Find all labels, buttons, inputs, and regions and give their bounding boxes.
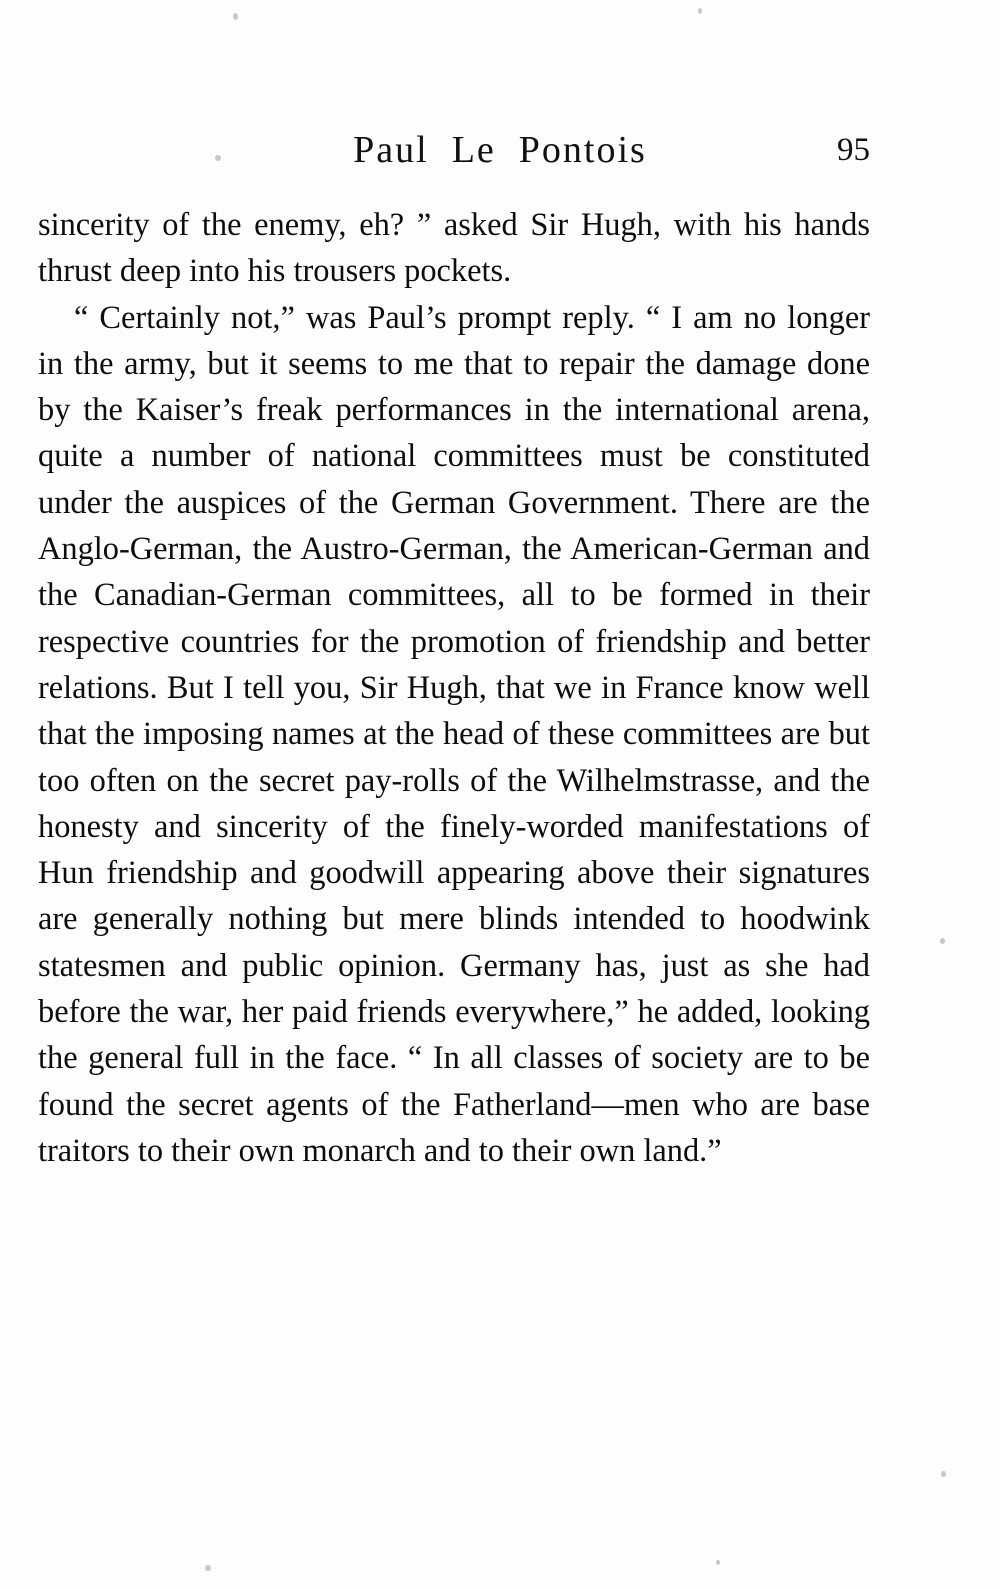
body-text [38,202,870,1174]
page-number: 95 [837,132,870,168]
page-title: Paul Le Pontois [353,129,647,171]
paper-speck [233,13,238,20]
paragraph: “ Certainly not,” was Paul’s prompt reply. “ I am no longer in the army, but it seems to me that to repair the damage done by the Kaiser’s freak performances in the international arena, quite a number of national committees must be constituted under the auspices of the German Government. There are the Anglo-German, the Austro-German, the American-German and the Canadian-German committees, all to be formed in their respective countries for the promotion of friendship and better relations. But I tell you, Sir Hugh, that we in France know well that the imposing names at the head of these committees are but too often on the secret pay-rolls of the Wilhelmstrasse, and the honesty and sincerity of the finely-worded manifestations of Hun friendship and goodwill appearing above their signatures are generally nothing but mere blinds intended to hoodwink statesmen and public opinion. Germany has, just as she had before the war, her paid friends everywhere,” he added, looking the general full in the face. “ In all classes of society are to be found the secret agents of the Fatherland—men who are base traitors to their own monarch and to their own land.” [38,299,870,1169]
paper-speck [205,1565,211,1571]
paper-speck [698,8,702,14]
paper-speck [941,1471,946,1477]
paper-speck [940,938,945,944]
running-head [0,128,1000,176]
paragraph: sincerity of the enemy, eh? ” asked Sir Hugh, with his hands thrust deep into his trousers pockets. [38,207,870,290]
paper-speck [716,1560,720,1565]
